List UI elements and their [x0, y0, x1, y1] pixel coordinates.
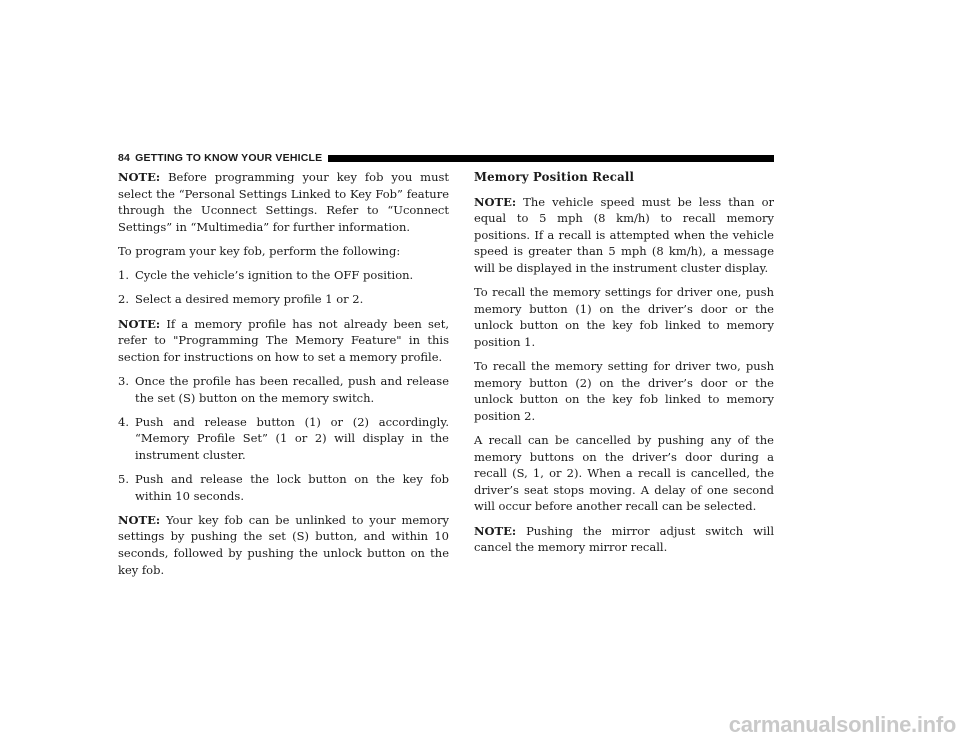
step-item	[118, 267, 449, 284]
left-column	[118, 169, 449, 586]
note-label: NOTE:	[474, 523, 517, 538]
step-item	[118, 414, 449, 464]
step-item	[118, 373, 449, 406]
note-paragraph	[474, 523, 774, 556]
step-text: Push and release the lock button on the key fob within 10 seconds.	[135, 472, 449, 503]
note-label: NOTE:	[118, 512, 161, 527]
page-number: 84	[118, 152, 131, 164]
note-paragraph	[118, 169, 449, 235]
note-paragraph	[118, 316, 449, 366]
note-paragraph	[474, 194, 774, 277]
step-number: 4.	[118, 414, 129, 429]
step-number: 3.	[118, 373, 129, 388]
step-number: 2.	[118, 292, 129, 307]
note-paragraph	[118, 512, 449, 578]
step-number: 1.	[118, 268, 129, 283]
step-item	[118, 291, 449, 308]
intro-paragraph: To program your key fob, perform the following:	[118, 243, 401, 258]
section-heading: Memory Position Recall	[474, 170, 635, 184]
step-text: Once the profile has been recalled, push and release the set (S) button on the memory switch.	[135, 373, 449, 405]
step-item	[118, 471, 449, 504]
note-label: NOTE:	[118, 316, 161, 331]
note-text: Your key fob can be unlinked to your memory settings by pushing the set (S) button, and within 10 seconds, followed by pushing the unlock button on the key fob.	[118, 512, 449, 577]
note-text: If a memory profile has not already been set, refer to "Programming The Memory Feature" in this section for instructions on how to set a memory profile.	[118, 316, 450, 364]
body-paragraph: A recall can be cancelled by pushing any of the memory buttons on the driver’s door during a recall (S, 1, or 2). When a recall is cancelled, the driver’s seat stops moving. A delay of one second will occur before another recall can be selected.	[474, 433, 774, 514]
watermark: carmanualsonline.info	[728, 712, 956, 737]
right-column	[474, 169, 774, 563]
step-number: 5.	[118, 472, 129, 487]
note-label: NOTE:	[474, 194, 517, 209]
header-rule	[328, 155, 774, 162]
header-label	[118, 152, 322, 164]
note-label: NOTE:	[118, 170, 161, 184]
section-title: GETTING TO KNOW YOUR VEHICLE	[135, 152, 323, 164]
body-paragraph: To recall the memory settings for driver one, push memory button (1) on the driver’s door or the unlock button on the key fob linked to memory position 1.	[474, 285, 774, 349]
step-text: Cycle the vehicle’s ignition to the OFF position.	[135, 268, 414, 283]
body-paragraph: To recall the memory setting for driver two, push memory button (2) on the driver’s door or the unlock button on the key fob linked to memory position 2.	[474, 359, 774, 423]
note-text: The vehicle speed must be less than or equal to 5 mph (8 km/h) to recall memory positions. If a recall is attempted when the vehicle speed is greater than 5 mph (8 km/h), a message will be displayed in the instrument cluster display.	[474, 194, 774, 275]
note-text: Pushing the mirror adjust switch will cancel the memory mirror recall.	[474, 523, 774, 555]
page-header	[118, 150, 774, 166]
step-text: Select a desired memory profile 1 or 2.	[135, 292, 364, 307]
step-text: Push and release button (1) or (2) accordingly. “Memory Profile Set” (1 or 2) will display in the instrument cluster.	[135, 414, 449, 462]
note-text: Before programming your key fob you must select the “Personal Settings Linked to Key Fob” feature through the Uconnect Settings. Refer to “Uconnect Settings” in “Multimedia” for further information.	[118, 170, 450, 234]
